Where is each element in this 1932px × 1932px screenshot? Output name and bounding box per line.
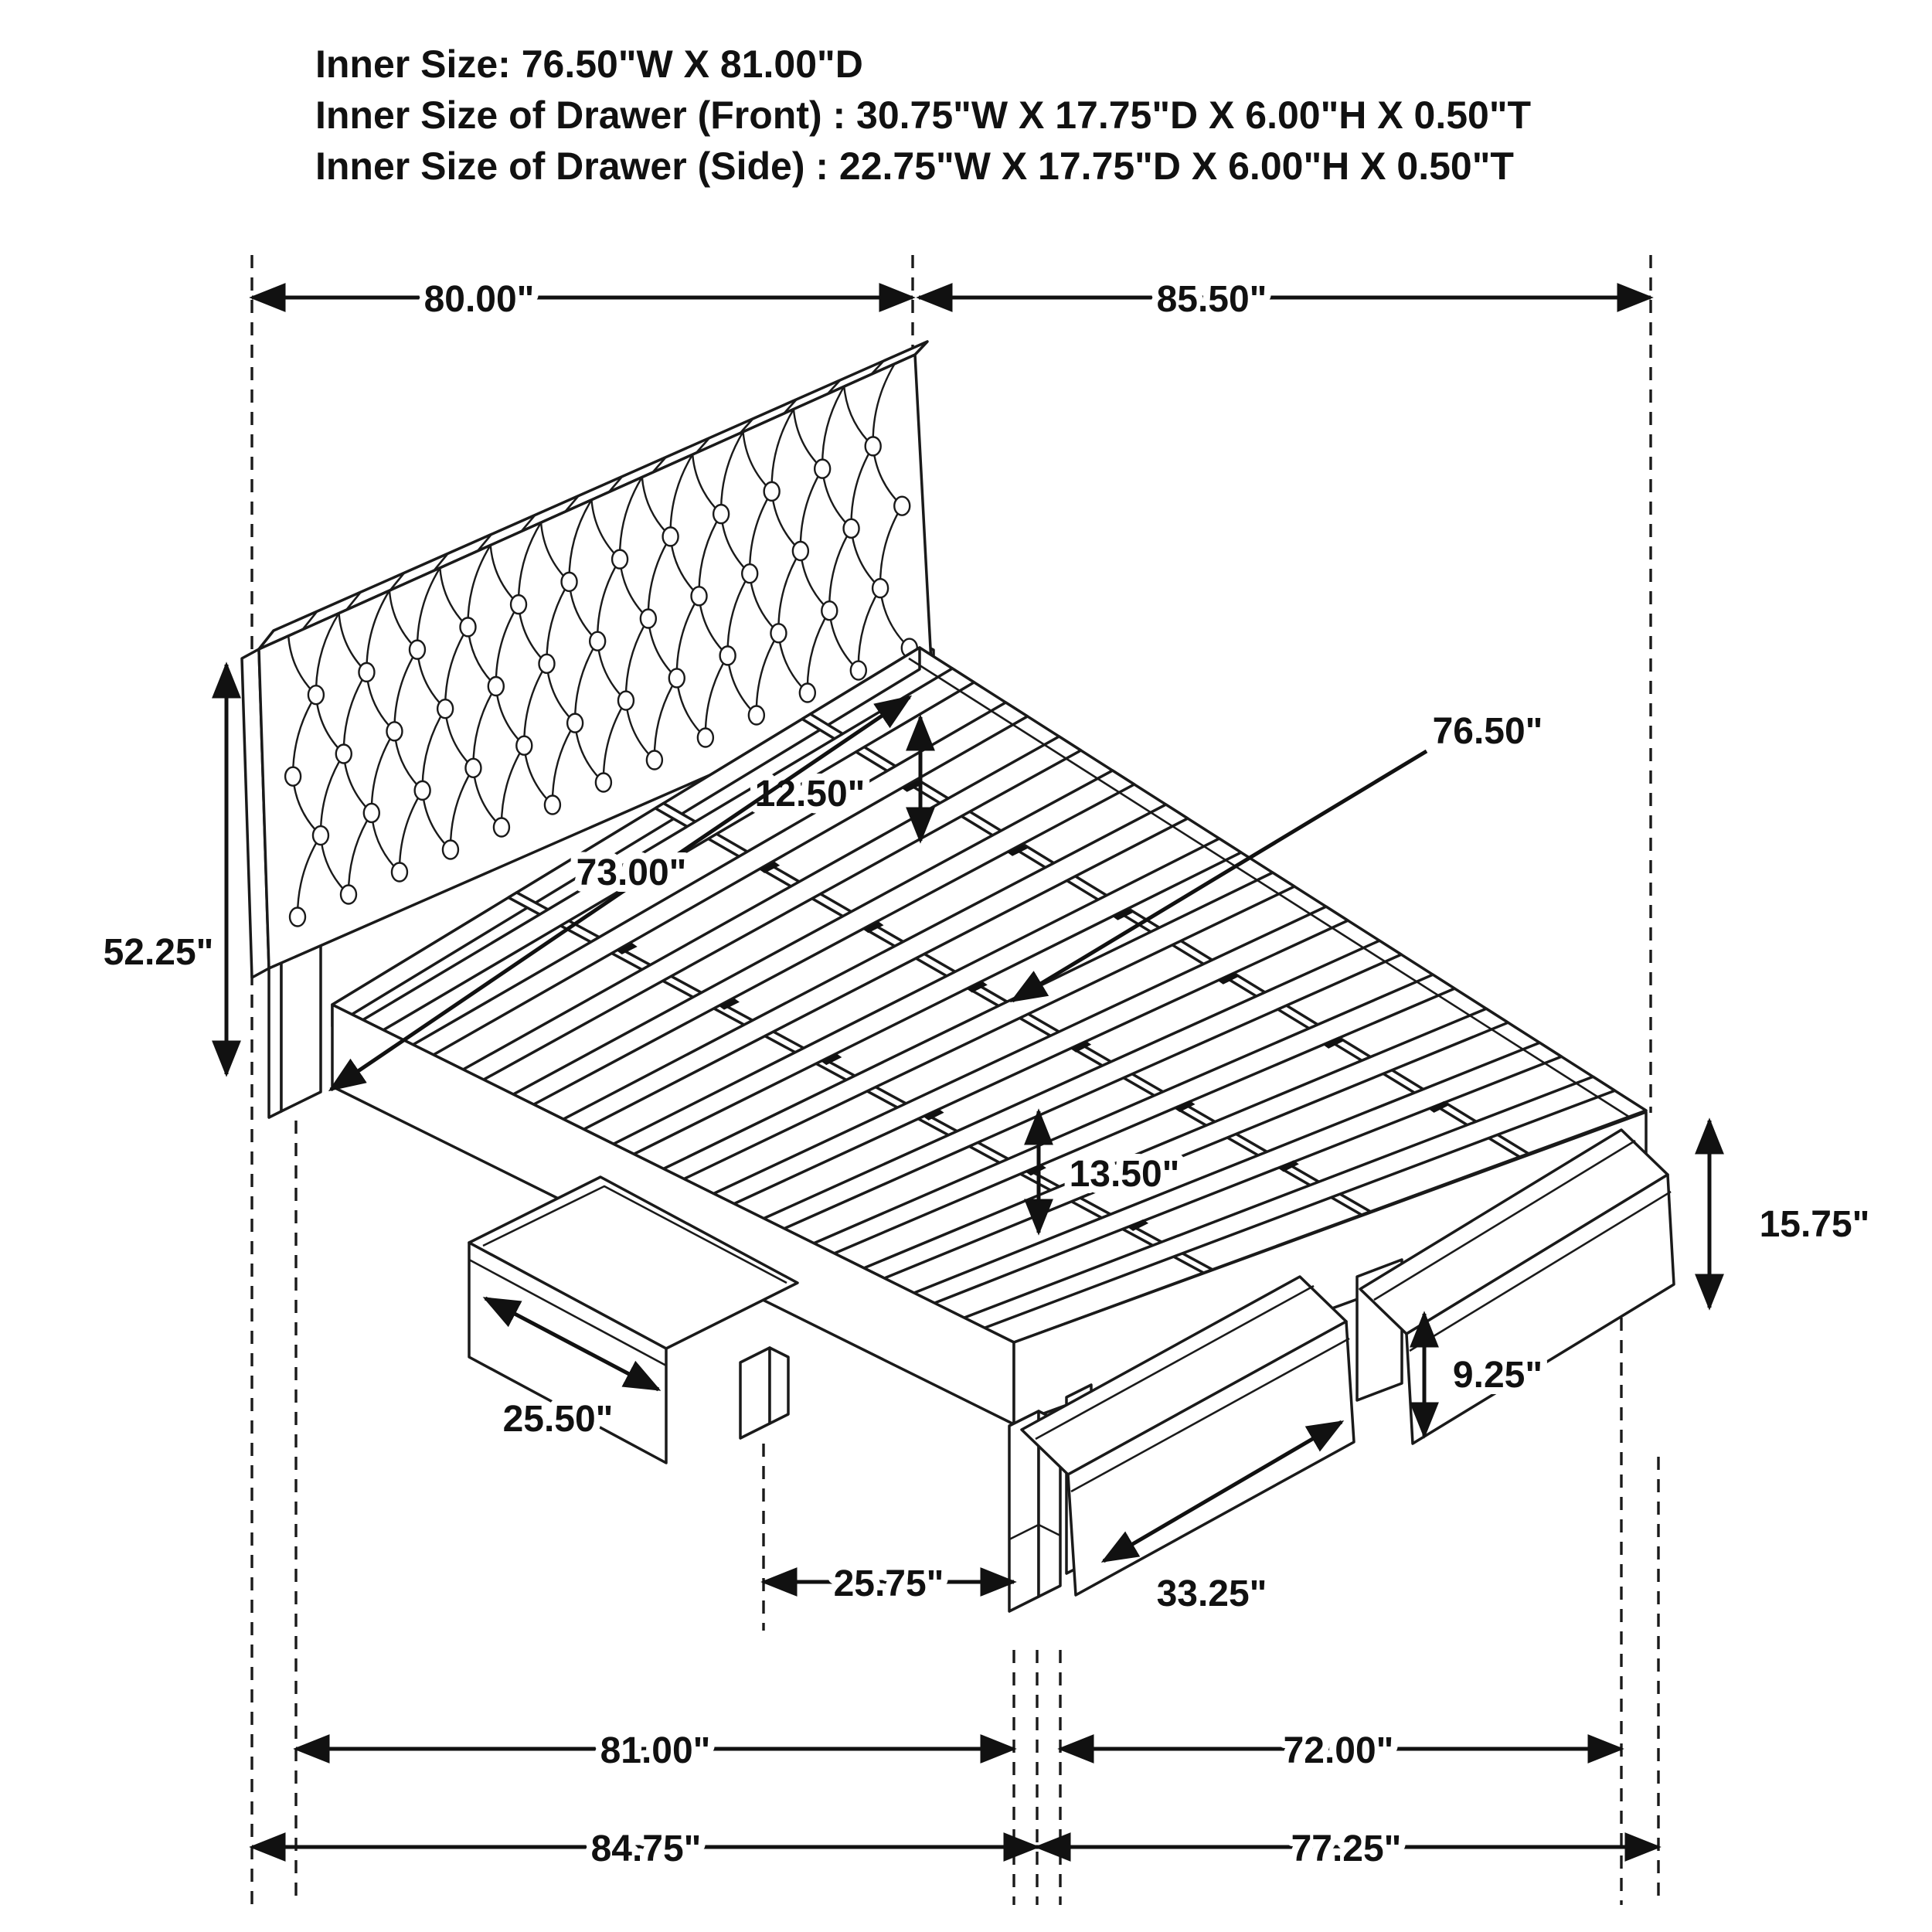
- tufting-button: [494, 818, 509, 837]
- tufting-button: [465, 759, 481, 777]
- tufting-button: [539, 655, 554, 673]
- tufting-button: [359, 663, 374, 682]
- dimension-inner-width: [1060, 1730, 1621, 1771]
- tufting-button: [663, 527, 679, 546]
- dim-label-inner-depth: 81.00": [600, 1730, 711, 1771]
- dim-label-side-drawer-width: 25.50": [502, 1399, 614, 1440]
- tufting-button: [742, 564, 757, 583]
- tufting-button: [641, 610, 656, 628]
- dimension-leg-spacing: [764, 1563, 1014, 1604]
- title-line-inner-size: Inner Size: 76.50"W X 81.00"D: [315, 43, 863, 86]
- tufting-button: [488, 677, 504, 696]
- tufting-button: [692, 587, 707, 605]
- tufting-button: [866, 437, 881, 455]
- dim-label-slat-length: 76.50": [1432, 711, 1543, 752]
- dim-label-inner-width: 72.00": [1283, 1730, 1394, 1771]
- tufting-button: [516, 736, 532, 755]
- dimension-headboard-height: [104, 665, 226, 1074]
- tufting-button: [290, 907, 305, 926]
- tufting-button: [793, 542, 808, 560]
- tufting-button: [336, 745, 352, 764]
- tufting-button: [720, 646, 736, 665]
- tufting-button: [364, 804, 379, 822]
- tufting-button: [713, 505, 729, 523]
- tufting-button: [511, 595, 526, 614]
- tufting-button: [669, 668, 685, 687]
- tufting-button: [764, 482, 780, 501]
- dim-label-outer-width: 77.25": [1291, 1828, 1402, 1869]
- tufting-button: [313, 826, 328, 845]
- dim-label-drawer-face-height: 9.25": [1452, 1355, 1543, 1396]
- dimension-headboard-width: [252, 279, 913, 320]
- tufting-button: [894, 497, 910, 515]
- dim-label-headboard-height: 52.25": [103, 932, 214, 973]
- tufting-button: [647, 751, 662, 770]
- dim-label-total-width-with-drawer: 85.50": [1156, 279, 1267, 320]
- tufting-button: [612, 550, 628, 569]
- tufting-button: [443, 840, 458, 859]
- tufting-button: [410, 641, 425, 659]
- tufting-button: [749, 706, 764, 725]
- dimension-outer-width: [1037, 1828, 1658, 1869]
- tufting-button: [590, 632, 605, 651]
- dim-label-leg-spacing: 25.75": [833, 1563, 944, 1604]
- title-line-drawer-front: Inner Size of Drawer (Front) : 30.75"W X 17.75"D X 6.00"H X 0.50"T: [315, 94, 1532, 137]
- dim-label-post-exposed-height: 12.50": [754, 774, 866, 815]
- tufting-button: [437, 699, 453, 718]
- title-block: [315, 43, 1531, 188]
- tufting-button: [545, 796, 560, 815]
- tufting-button: [618, 692, 634, 710]
- dim-label-outer-depth: 84.75": [590, 1828, 702, 1869]
- tufting-button: [770, 624, 786, 642]
- tufting-button: [872, 579, 888, 597]
- tufting-button: [308, 685, 324, 704]
- dimension-inner-depth: [296, 1730, 1014, 1771]
- dimension-outer-depth: [252, 1828, 1037, 1869]
- left-rail-leg-side: [770, 1348, 788, 1423]
- tufting-button: [698, 729, 713, 747]
- tufting-button: [460, 617, 475, 636]
- dim-label-headboard-width: 80.00": [423, 279, 535, 320]
- dim-label-front-drawer-width: 33.25": [1156, 1573, 1267, 1614]
- tufting-button: [851, 662, 866, 680]
- bed-frame-drawing: [242, 342, 1674, 1611]
- tufting-button: [386, 722, 402, 740]
- tufting-button: [285, 767, 301, 786]
- tufting-button: [562, 573, 577, 591]
- tufting-button: [341, 885, 356, 903]
- title-line-drawer-side: Inner Size of Drawer (Side) : 22.75"W X 17.75"D X 6.00"H X 0.50"T: [315, 145, 1514, 188]
- tufting-button: [415, 781, 430, 800]
- dim-label-platform-height: 13.50": [1069, 1154, 1180, 1195]
- tufting-button: [815, 460, 830, 478]
- dimension-side-rail-height: [1709, 1121, 1869, 1308]
- tufting-button: [392, 862, 407, 881]
- tufting-button: [844, 519, 859, 538]
- tufting-button: [596, 774, 611, 792]
- dim-label-headboard-panel-width: 73.00": [576, 852, 687, 893]
- tufting-button: [800, 684, 815, 702]
- tufting-button: [567, 714, 583, 733]
- dim-label-side-rail-height: 15.75": [1759, 1204, 1870, 1245]
- tufting-button: [821, 601, 837, 620]
- dimension-total-width-with-drawer: [919, 279, 1651, 320]
- left-rail-leg: [740, 1348, 770, 1438]
